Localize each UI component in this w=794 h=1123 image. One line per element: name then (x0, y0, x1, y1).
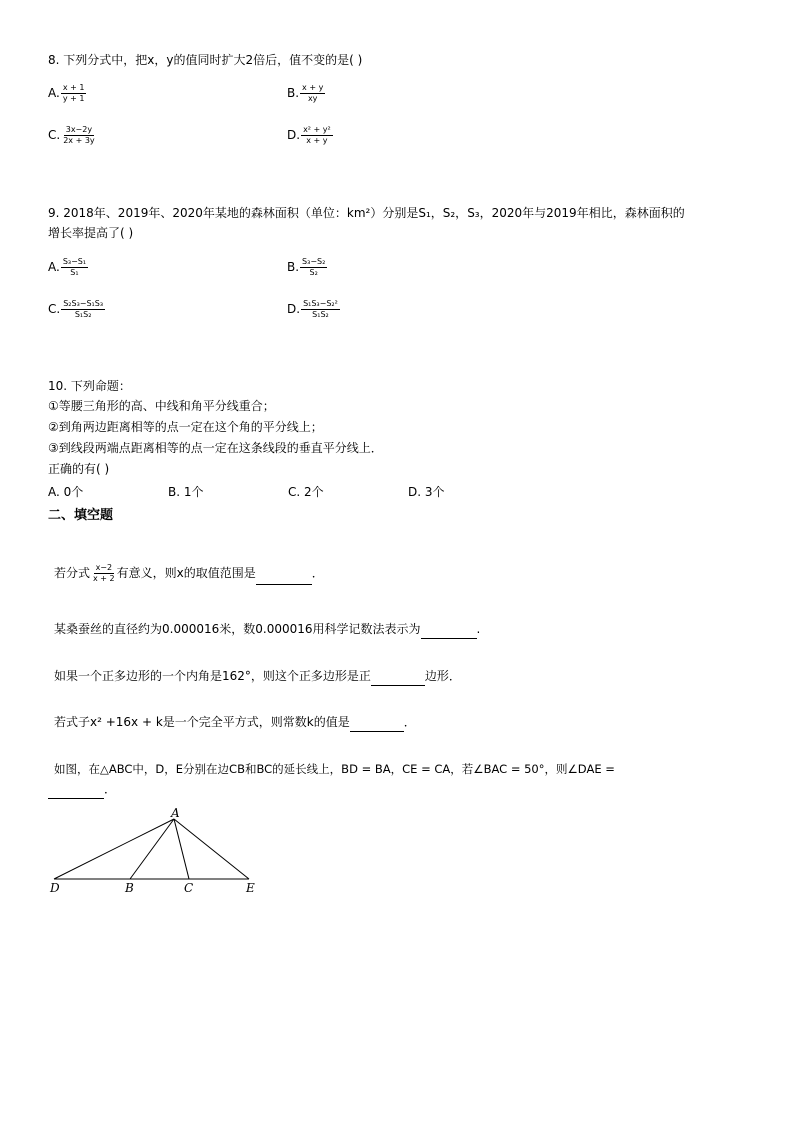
label-c: C (184, 881, 194, 895)
fraction: $\frac{\text{S₁S₃−S₂²}}{\text{S₁S₂}}$ (303, 299, 338, 319)
fill-question-5-answer: ． (48, 780, 116, 799)
q10-option-d[interactable]: D. 3个 (408, 485, 445, 499)
q10-item-3: ③到线段两端点距离相等的点一定在这条线段的垂直平分线上． (48, 441, 383, 455)
line-ab (130, 819, 174, 879)
answer-blank[interactable] (350, 713, 404, 732)
fraction: $\frac{\text{S₂S₃−S₁S₃}}{\text{S₁S₂}}$ (63, 299, 104, 319)
fill-question-1: 若分式 $\frac{x-2}{x + 2}$ 有意义，则x的取值范围是 ． (54, 563, 324, 583)
label-b: B (125, 881, 134, 895)
fill-question-2: 某桑蚕丝的直径约为0.000016米，数0.000016用科学记数法表示为 . (54, 620, 480, 639)
q9-option-c[interactable]: C. $\frac{\text{S₂S₃−S₁S₃}}{\text{S₁S₂}}$ (48, 299, 104, 319)
answer-blank[interactable] (421, 620, 477, 639)
fill-question-4: 若式子x² +16x + k是一个完全平方式，则常数k的值是 ． (54, 713, 416, 732)
answer-blank[interactable] (48, 780, 104, 799)
q9-stem-line1: 9. 2018年、2019年、2020年某地的森林面积（单位：km²）分别是S₁，S₂，S₃，2020年与2019年相比，森林面积的 (48, 206, 685, 220)
fraction: $\frac{\text{S₃−S₂}}{\text{S₂}}$ (302, 257, 326, 277)
fill-question-3: 如果一个正多边形的一个内角是162°，则这个正多边形是正 边形． (54, 667, 461, 686)
label-d: D (50, 881, 60, 895)
q10-option-b[interactable]: B. 1个 (168, 485, 204, 499)
answer-blank[interactable] (371, 667, 425, 686)
q8-stem: 8. 下列分式中，把x，y的值同时扩大2倍后，值不变的是( ) (48, 53, 363, 67)
fraction: $\frac{3x-2y}{2x + 3y}$ (63, 125, 95, 145)
fraction: $\frac{\text{x² + y²}}{x + y}$ (303, 125, 331, 145)
fraction: $\frac{x-2}{x + 2}$ (93, 563, 115, 583)
line-ac (174, 819, 189, 879)
q10-item-1: ①等腰三角形的高、中线和角平分线重合； (48, 399, 275, 413)
q9-stem-line2: 增长率提高了( ) (48, 226, 134, 240)
line-ae (174, 819, 249, 879)
line-ad (54, 819, 174, 879)
fraction: $\frac{x + 1}{y + 1}$ (62, 83, 85, 103)
q8-option-d[interactable]: D. $\frac{\text{x² + y²}}{x + y}$ (287, 125, 331, 145)
q10-stem: 10. 下列命题： (48, 379, 131, 393)
label-e: E (246, 881, 255, 895)
section-title: 二、填空题 (48, 508, 114, 523)
q10-item-2: ②到角两边距离相等的点一定在这个角的平分线上； (48, 420, 323, 434)
q9-option-d[interactable]: D. $\frac{\text{S₁S₃−S₂²}}{\text{S₁S₂}}$ (287, 299, 338, 319)
fraction: $\frac{x + y}{xy}$ (302, 83, 324, 103)
q9-option-b[interactable]: B. $\frac{\text{S₃−S₂}}{\text{S₂}}$ (287, 257, 326, 277)
q10-option-c[interactable]: C. 2个 (288, 485, 324, 499)
fraction: $\frac{\text{S₃−S₁}}{\text{S₁}}$ (62, 257, 87, 277)
q10-ask: 正确的有( ) (48, 462, 110, 476)
triangle-diagram (44, 806, 274, 898)
q8-option-a[interactable]: A. $\frac{x + 1}{y + 1}$ (48, 83, 85, 103)
q9-option-a[interactable]: A. $\frac{\text{S₃−S₁}}{\text{S₁}}$ (48, 257, 87, 277)
q10-option-a[interactable]: A. 0个 (48, 485, 84, 499)
q8-option-b[interactable]: B. $\frac{x + y}{xy}$ (287, 83, 324, 103)
q8-option-c[interactable]: C. $\frac{3x-2y}{2x + 3y}$ (48, 125, 95, 145)
fill-question-5: 如图，在△ABC中，D，E分别在边CB和BC的延长线上，BD = BA，CE = CA，若∠BAC = 50°，则∠DAE = (54, 762, 615, 776)
label-a: A (171, 806, 180, 820)
answer-blank[interactable] (256, 562, 312, 585)
